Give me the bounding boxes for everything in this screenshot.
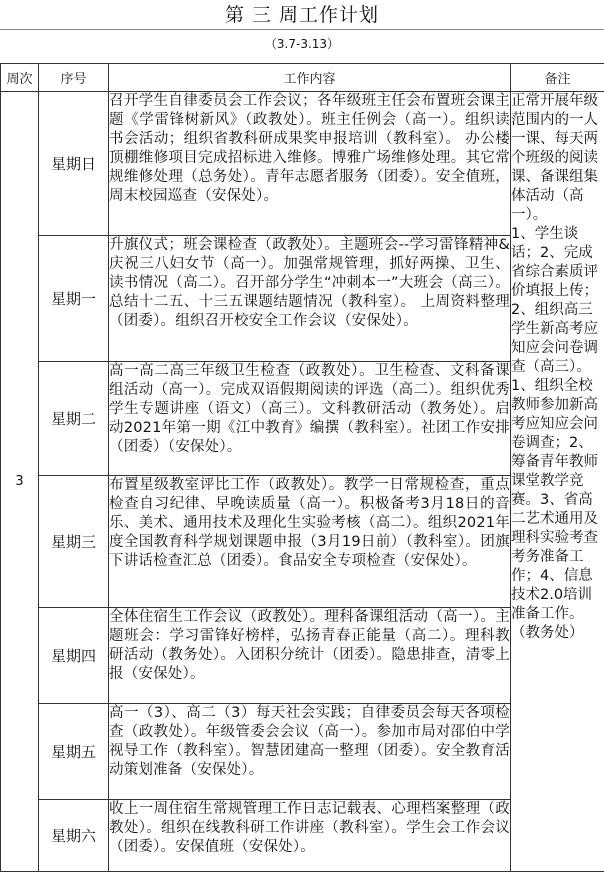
day-cell: 星期日 — [39, 92, 109, 236]
weekly-plan-table — [0, 63, 604, 872]
day-cell: 星期六 — [39, 800, 109, 872]
content-cell: 收上一周住宿生常规管理工作日志记载表、心理档案整理（政教处）。组织在线教科研工作讲座（教科室）。学生会工作会议（团委）。安保值班（安保处）。 — [109, 800, 511, 872]
day-cell: 星期一 — [39, 236, 109, 362]
day-cell: 星期二 — [39, 362, 109, 476]
title-divider — [0, 29, 604, 30]
date-range: （3.7-3.13） — [264, 37, 340, 51]
day-cell: 星期四 — [39, 608, 109, 704]
header-notes: 备注 — [511, 64, 604, 92]
content-cell: 全体住宿生工作会议（政教处）。理科备课组活动（高一）。主题班会：学习雷锋好榜样，弘扬青春正能量（高二）。理科教研活动（教务处）。入团积分统计（团委）。隐患排查，清零上报（安保处）。 — [109, 608, 511, 704]
table-row — [1, 92, 604, 236]
page-title: 第 三 周工作计划 — [224, 4, 380, 26]
header-week: 周次 — [1, 64, 39, 92]
content-cell: 召开学生自律委员会工作会议；各年级班主任会布置班会课主题《学雷锋树新风》（政教处）。班主任例会（高一）。组织读书会活动；组织省教科研成果奖申报培训（教科室）。 办公楼顶棚维修项目完成招标进入维修。博雅广场维修处理。其它常规维修处理（总务处）。青年志愿者服务（团委）。安全值班，周末校园巡查（安保处）。 — [109, 92, 511, 236]
content-cell: 高一高二高三年级卫生检查（政教处）。卫生检查、文科备课组活动（高一）。完成双语假期阅读的评选（高二）。组织优秀学生专题讲座（语文）（高三）。文科教研活动（教务处）。启动2021年第一期《江中教育》编撰（教科室）。社团工作安排（团委）（安保处）。 — [109, 362, 511, 476]
header-content: 工作内容 — [109, 64, 511, 92]
day-cell: 星期五 — [39, 704, 109, 800]
week-number-cell: 3 — [1, 92, 39, 872]
content-cell: 高一（3）、高二（3）每天社会实践；自律委员会每天各项检查（政教处）。年级管委会会议（高一）。参加市局对邵伯中学视导工作（教科室）。智慧团建高一整理（团委）。安全教育活动策划准备（安保处）。 — [109, 704, 511, 800]
content-cell: 升旗仪式；班会课检查（政教处）。主题班会--学习雷锋精神&庆祝三八妇女节（高一）。加强常规管理，抓好两操、卫生、读书情况（高二）。召开部分学生“冲刺本一”大班会（高三）。总结十二五、十三五课题结题情况（教科室）。 上周资料整理（团委）。组织召开校安全工作会议（安保处）。 — [109, 236, 511, 362]
day-cell: 星期三 — [39, 476, 109, 608]
content-cell: 布置星级教室评比工作（政教处）。教学一日常规检查，重点检查自习纪律、早晚读质量（高一）。积极备考3月18日的音乐、美术、通用技术及理化生实验考核（高二）。组织2021年度全国教育科学规划课题申报（3月19日前）（教科室）。团旗下讲话检查汇总（团委）。食品安全专项检查（安保处）。 — [109, 476, 511, 608]
notes-text: 正常开展年级范围内的一人一课、每天两个班级的阅读课、备课组集体活动（高一）。 1、学生谈话；2、完成省综合素质评价填报上传；2、组织高三学生新高考应知应会问卷调查（高三）。 1、组织全校教师参加新高考应知应会问卷调查；2、筹备青年教师课堂教学竞赛。3、省高二艺术通用及理科实验考查考务准备工作；4、信息技术2.0培训准备工作。（教务处） — [511, 93, 598, 641]
header-serial: 序号 — [39, 64, 109, 92]
table-header-row — [1, 64, 604, 92]
notes-cell — [511, 92, 604, 872]
